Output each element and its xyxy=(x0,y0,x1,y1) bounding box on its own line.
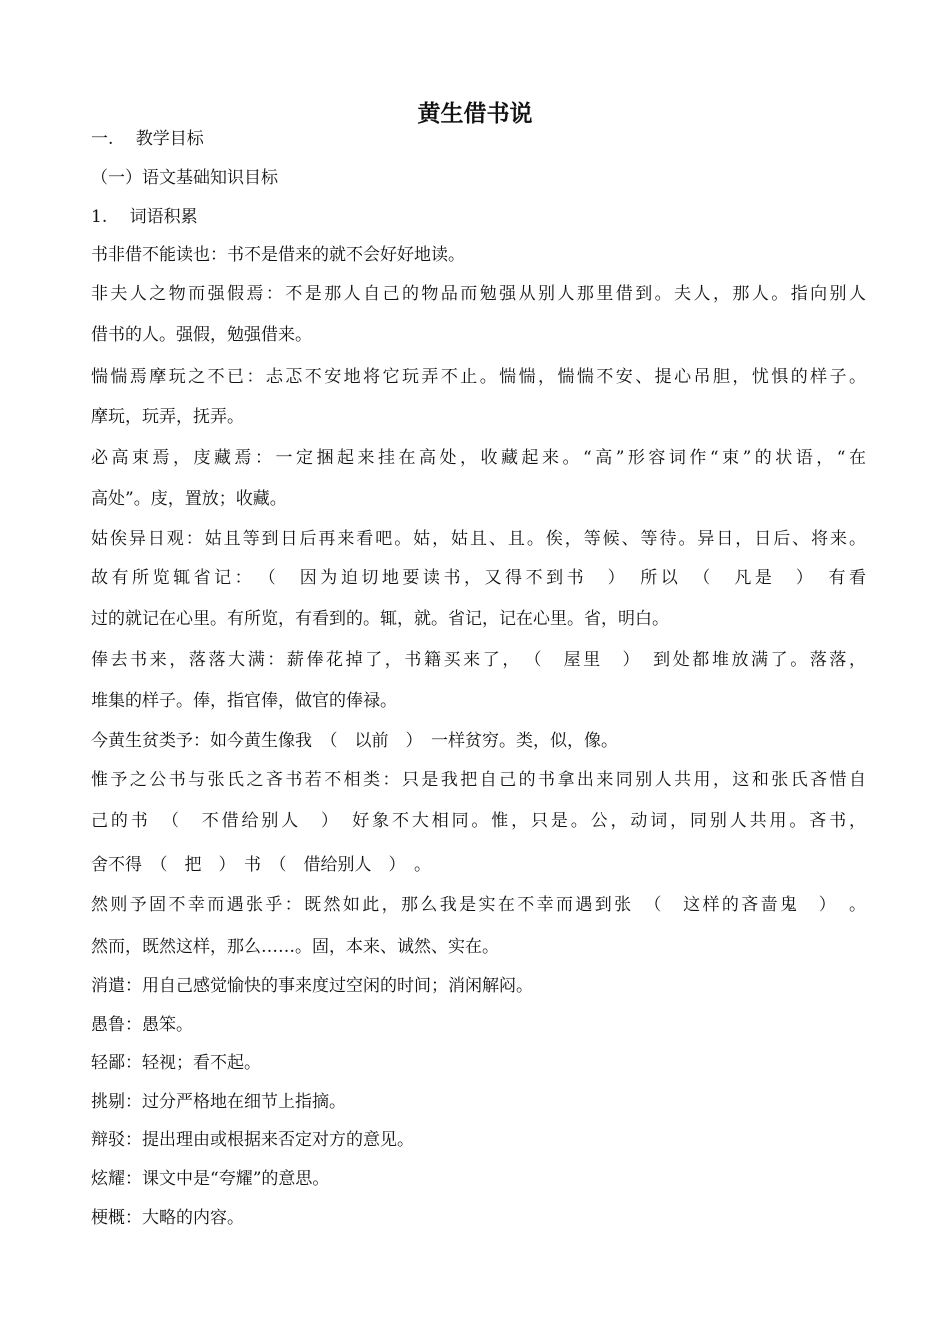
vocab-line: 今黄生贫类予：如今黄生像我 （ 以前 ） 一样贫穷。类，似，像。 xyxy=(91,731,618,751)
vocab-line: 惟予之公书与张氏之吝书若不相类：只是我把自己的书拿出来同别人共用，这和张氏吝惜自 xyxy=(91,770,866,790)
vocab-line: 然则予固不幸而遇张乎：既然如此，那么我是实在不幸而遇到张 （ 这样的吝啬鬼 ） 。 xyxy=(91,895,866,915)
vocab-line: 高处”。庋，置放；收藏。 xyxy=(91,489,287,509)
vocab-line: 堆集的样子。俸，指官俸，做官的俸禄。 xyxy=(91,691,397,711)
vocab-line: 然而，既然这样，那么……。固，本来、诚然、实在。 xyxy=(91,937,499,957)
vocab-line: 故有所览辄省记： （ 因为迫切地要读书，又得不到书 ） 所以 （ 凡是 ） 有看 xyxy=(91,568,866,588)
vocab-line: 舍不得 （ 把 ） 书 （ 借给别人 ） 。 xyxy=(91,855,431,875)
vocab-line: 梗概：大略的内容。 xyxy=(91,1208,244,1228)
vocab-line: 辩驳：提出理由或根据来否定对方的意见。 xyxy=(91,1130,414,1150)
vocab-line: 必高束焉，庋藏焉：一定捆起来挂在高处，收藏起来。“高”形容词作“束”的状语，“在 xyxy=(91,448,866,468)
vocab-line: 借书的人。强假，勉强借来。 xyxy=(91,325,312,345)
vocab-line: 轻鄙：轻视；看不起。 xyxy=(91,1053,261,1073)
vocab-line: 消遣：用自己感觉愉快的事来度过空闲的时间；消闲解闷。 xyxy=(91,976,533,996)
item-heading-vocabulary: 1. 词语积累 xyxy=(91,207,198,227)
vocab-line: 挑剔：过分严格地在细节上指摘。 xyxy=(91,1092,346,1112)
subsection-heading-knowledge-goals: （一）语文基础知识目标 xyxy=(91,168,278,188)
document-title: 黄生借书说 xyxy=(417,101,533,127)
vocab-line: 过的就记在心里。有所览，有看到的。辄，就。省记，记在心里。省，明白。 xyxy=(91,609,669,629)
section-heading-teaching-goals: 一. 教学目标 xyxy=(91,129,204,149)
vocab-line: 摩玩，玩弄，抚弄。 xyxy=(91,407,244,427)
vocab-line: 己的书 （ 不借给别人 ） 好象不大相同。惟，只是。公，动词，同别人共用。吝书， xyxy=(91,811,866,831)
vocab-line: 姑俟异日观：姑且等到日后再来看吧。姑，姑且、且。俟，等候、等待。异日，日后、将来。 xyxy=(91,529,866,549)
vocab-line: 俸去书来，落落大满：薪俸花掉了，书籍买来了， （ 屋里 ） 到处都堆放满了。落落， xyxy=(91,650,866,670)
vocab-line: 炫耀：课文中是“夸耀”的意思。 xyxy=(91,1169,330,1189)
vocab-line: 非夫人之物而强假焉：不是那人自己的物品而勉强从别人那里借到。夫人，那人。指向别人 xyxy=(91,284,866,304)
vocab-line: 惴惴焉摩玩之不已：忐忑不安地将它玩弄不止。惴惴，惴惴不安、提心吊胆，忧惧的样子。 xyxy=(91,367,866,387)
vocab-line: 书非借不能读也：书不是借来的就不会好好地读。 xyxy=(91,245,465,265)
vocab-line: 愚鲁：愚笨。 xyxy=(91,1015,193,1035)
